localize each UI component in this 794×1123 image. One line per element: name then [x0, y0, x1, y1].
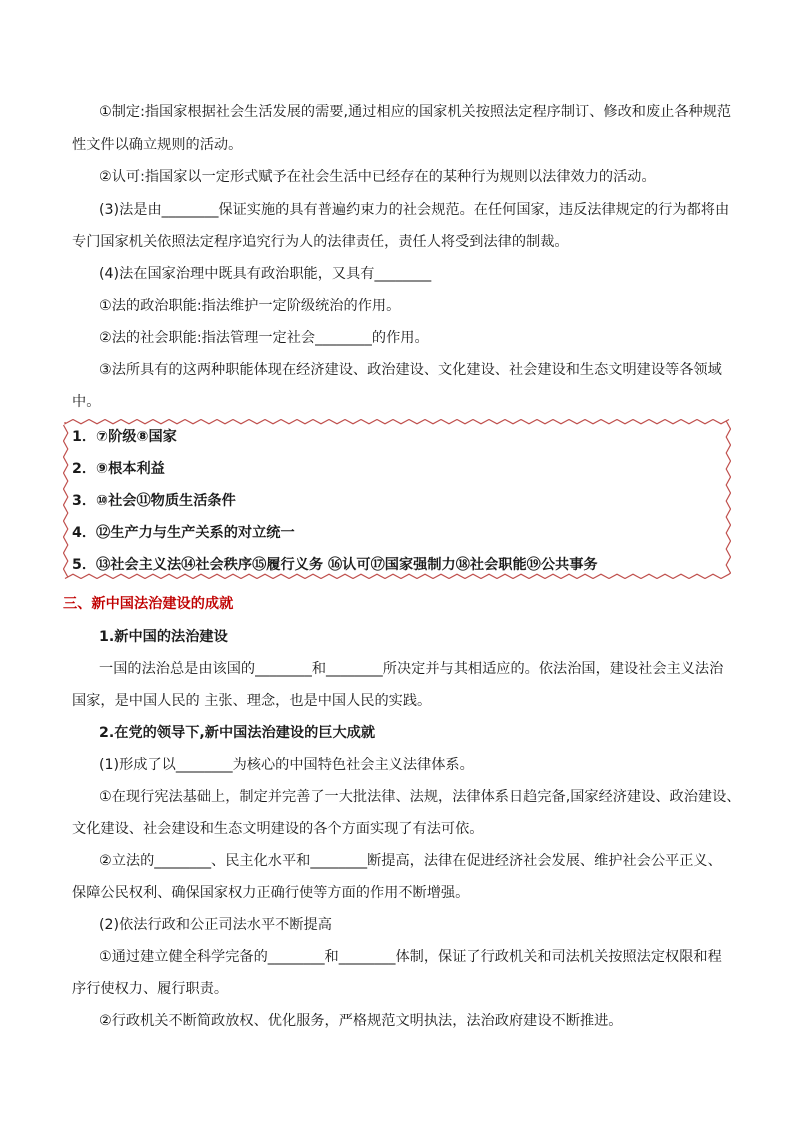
paragraph-government-reform: ②行政机关不断简政放权、优化服务，严格规范文明执法，法治政府建设不断推进。: [99, 1013, 623, 1029]
paragraph-social-function: ②法的社会职能:指法管理一定社会________的作用。: [99, 330, 429, 346]
paragraph-legislation-line1: ①在现行宪法基础上，制定并完善了一大批法律、法规，法律体系日趋完备,国家经济建设、政治建设、: [99, 789, 741, 805]
paragraph-function-domains-line2: 中。: [72, 394, 101, 410]
paragraph-legislative-level-line2: 保障公民权利、确保国家权力正确行使等方面的作用不断增强。: [72, 885, 470, 901]
answer-item-3: 3．⑩社会⑪物质生活条件: [72, 493, 236, 509]
paragraph-making-law-line2: 性文件以确立规则的活动。: [72, 137, 243, 153]
paragraph-law-functions: (4)法在国家治理中既具有政治职能，又具有________: [99, 266, 432, 282]
answer-box: [63, 419, 731, 579]
paragraph-rule-of-law-line2: 国家，是中国人民的 主张、理念，也是中国人民的实践。: [72, 693, 432, 709]
answer-item-4: 4．⑫生产力与生产关系的对立统一: [72, 525, 295, 541]
paragraph-political-function: ①法的政治职能:指法维护一定阶级统治的作用。: [99, 298, 401, 314]
paragraph-administration-justice: (2)依法行政和公正司法水平不断提高: [99, 917, 332, 933]
paragraph-legislation-line2: 文化建设、社会建设和生态文明建设的各个方面实现了有法可依。: [72, 821, 484, 837]
paragraph-legal-system: (1)形成了以________为核心的中国特色社会主义法律体系。: [99, 757, 474, 773]
section-title: 三、新中国法治建设的成就: [63, 596, 234, 612]
paragraph-legislative-level-line1: ②立法的________、民主化水平和________断提高，法律在促进经济社会发展、维护社会公平正义、: [99, 853, 722, 869]
paragraph-recognition: ②认可:指国家以一定形式赋予在社会生活中已经存在的某种行为规则以法律效力的活动。: [99, 169, 656, 185]
subsection-title-2: 2.在党的领导下,新中国法治建设的巨大成就: [99, 725, 376, 741]
paragraph-institutions-line1: ①通过建立健全科学完备的________和________体制，保证了行政机关和司法机关按照法定权限和程: [99, 949, 722, 965]
answer-item-2: 2．⑨根本利益: [72, 461, 165, 477]
subsection-title-1: 1.新中国的法治建设: [99, 629, 228, 645]
answer-item-5: 5．⑬社会主义法⑭社会秩序⑮履行义务 ⑯认可⑰国家强制力⑱社会职能⑲公共事务: [72, 557, 598, 573]
paragraph-institutions-line2: 序行使权力、履行职责。: [72, 981, 229, 997]
answer-item-1: 1．⑦阶级⑧国家: [72, 429, 177, 445]
paragraph-law-enforcement-line1: (3)法是由________保证实施的具有普遍约束力的社会规范。在任何国家，违反法律规定的行为都将由: [99, 202, 730, 218]
paragraph-law-enforcement-line2: 专门国家机关依照法定程序追究行为人的法律责任，责任人将受到法律的制裁。: [72, 234, 569, 250]
paragraph-rule-of-law-line1: 一国的法治总是由该国的________和________所决定并与其相适应的。依法治国，建设社会主义法治: [99, 661, 724, 677]
paragraph-making-law-line1: ①制定:指国家根据社会生活发展的需要,通过相应的国家机关按照法定程序制订、修改和废止各种规范: [99, 104, 732, 120]
paragraph-function-domains-line1: ③法所具有的这两种职能体现在经济建设、政治建设、文化建设、社会建设和生态文明建设等各领域: [99, 362, 722, 378]
